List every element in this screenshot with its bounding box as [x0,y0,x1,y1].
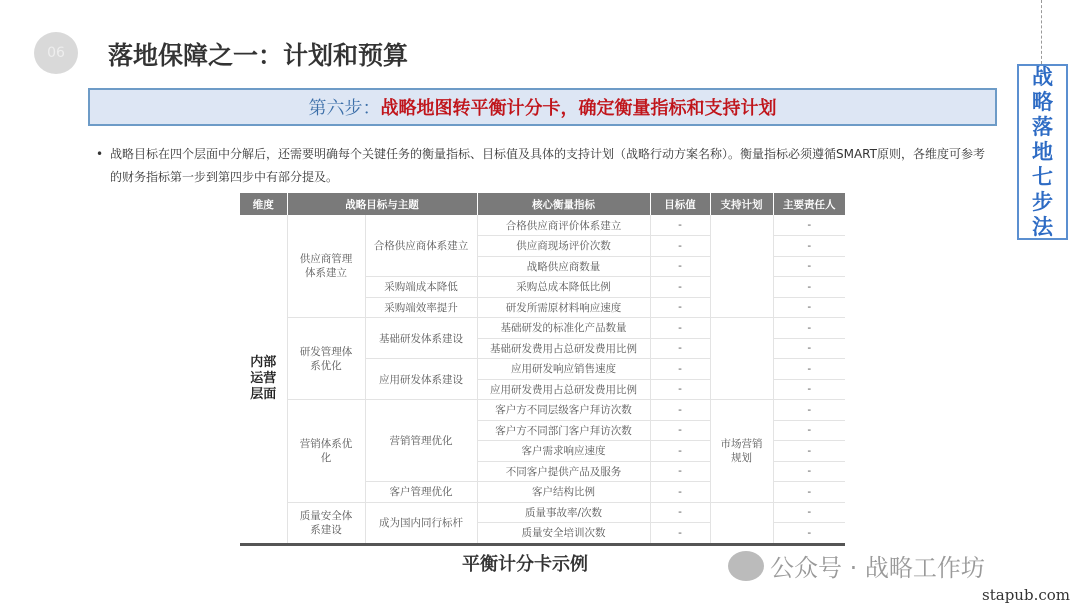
theme-cell: 采购端效率提升 [365,297,477,318]
header-support: 支持计划 [710,193,773,215]
theme-cell: 营销管理优化 [365,400,477,482]
target-cell: - [650,502,710,523]
bullet-text: 战略目标在四个层面中分解后，还需要明确每个关键任务的衡量指标、目标值及具体的支持计划（战略行动方案名称）。衡量指标必须遵循SMART原则，各维度可参考的财务指标第一步到第四步中有部分提及。 [110,147,985,184]
theme-cell: 基础研发体系建设 [365,318,477,359]
support-cell [710,502,773,543]
support-cell [710,215,773,318]
theme-cell: 客户管理优化 [365,482,477,503]
group-cell: 质量安全体系建设 [287,502,365,543]
theme-cell: 合格供应商体系建立 [365,215,477,277]
side-char: 战 [1032,64,1053,89]
metric-cell: 客户结构比例 [477,482,650,503]
bullet-icon: • [96,147,104,161]
owner-cell: - [773,236,845,257]
target-cell: - [650,523,710,544]
side-char: 步 [1032,189,1053,214]
watermark-text: 公众号 · 战略工作坊 [770,554,985,582]
owner-cell: - [773,297,845,318]
header-dimension: 维度 [240,193,287,215]
target-cell: - [650,338,710,359]
table-row [240,502,845,523]
side-char: 地 [1032,139,1053,164]
theme-cell: 采购端成本降低 [365,277,477,298]
metric-cell: 基础研发费用占总研发费用比例 [477,338,650,359]
owner-cell: - [773,400,845,421]
target-cell: - [650,400,710,421]
wechat-icon [728,551,764,581]
owner-cell: - [773,256,845,277]
support-cell: 市场营销规划 [710,400,773,503]
dimension-cell: 内部 运营 层面 [240,215,287,543]
owner-cell: - [773,420,845,441]
page-number-badge: 06 [34,32,78,74]
metric-cell: 不同客户提供产品及服务 [477,461,650,482]
support-cell [710,318,773,400]
target-cell: - [650,297,710,318]
theme-cell: 应用研发体系建设 [365,359,477,400]
side-char: 落 [1032,114,1053,139]
bullet-paragraph [96,143,996,189]
metric-cell: 质量安全培训次数 [477,523,650,544]
target-cell: - [650,482,710,503]
step-label: 第六步： [308,98,381,119]
table-row [240,215,845,236]
target-cell: - [650,256,710,277]
target-cell: - [650,277,710,298]
owner-cell: - [773,441,845,462]
table-caption: 平衡计分卡示例 [462,554,588,575]
seven-steps-label [1017,64,1068,240]
metric-cell: 合格供应商评价体系建立 [477,215,650,236]
group-cell: 营销体系优化 [287,400,365,503]
table-header-row [240,193,845,215]
owner-cell: - [773,338,845,359]
metric-cell: 基础研发的标准化产品数量 [477,318,650,339]
side-char: 七 [1032,164,1053,189]
target-cell: - [650,236,710,257]
header-owner: 主要责任人 [773,193,845,215]
metric-cell: 供应商现场评价次数 [477,236,650,257]
watermark [728,548,985,583]
target-cell: - [650,441,710,462]
target-cell: - [650,379,710,400]
owner-cell: - [773,277,845,298]
theme-cell: 成为国内同行标杆 [365,502,477,543]
owner-cell: - [773,359,845,380]
table-row [240,318,845,339]
header-target: 目标值 [650,193,710,215]
metric-cell: 采购总成本降低比例 [477,277,650,298]
group-cell: 供应商管理体系建立 [287,215,365,318]
owner-cell: - [773,215,845,236]
scorecard-table [240,193,845,544]
target-cell: - [650,420,710,441]
owner-cell: - [773,523,845,544]
site-watermark: stapub.com [978,584,1074,606]
metric-cell: 应用研发响应销售速度 [477,359,650,380]
metric-cell: 客户方不同部门客户拜访次数 [477,420,650,441]
owner-cell: - [773,502,845,523]
metric-cell: 研发所需原材料响应速度 [477,297,650,318]
side-char: 法 [1032,214,1053,239]
dashed-connector [1041,0,1042,64]
side-char: 略 [1032,89,1053,114]
target-cell: - [650,461,710,482]
owner-cell: - [773,379,845,400]
metric-cell: 战略供应商数量 [477,256,650,277]
metric-cell: 客户方不同层级客户拜访次数 [477,400,650,421]
target-cell: - [650,215,710,236]
target-cell: - [650,359,710,380]
table-row [240,400,845,421]
metric-cell: 应用研发费用占总研发费用比例 [477,379,650,400]
owner-cell: - [773,461,845,482]
metric-cell: 客户需求响应速度 [477,441,650,462]
group-cell: 研发管理体系优化 [287,318,365,400]
header-objective: 战略目标与主题 [287,193,477,215]
owner-cell: - [773,318,845,339]
step-banner [88,88,997,126]
owner-cell: - [773,482,845,503]
metric-cell: 质量事故率/次数 [477,502,650,523]
page-title: 落地保障之一：计划和预算 [108,41,409,70]
table-bottom-rule [240,543,845,546]
step-text: 战略地图转平衡计分卡，确定衡量指标和支持计划 [380,98,777,119]
header-metric: 核心衡量指标 [477,193,650,215]
target-cell: - [650,318,710,339]
